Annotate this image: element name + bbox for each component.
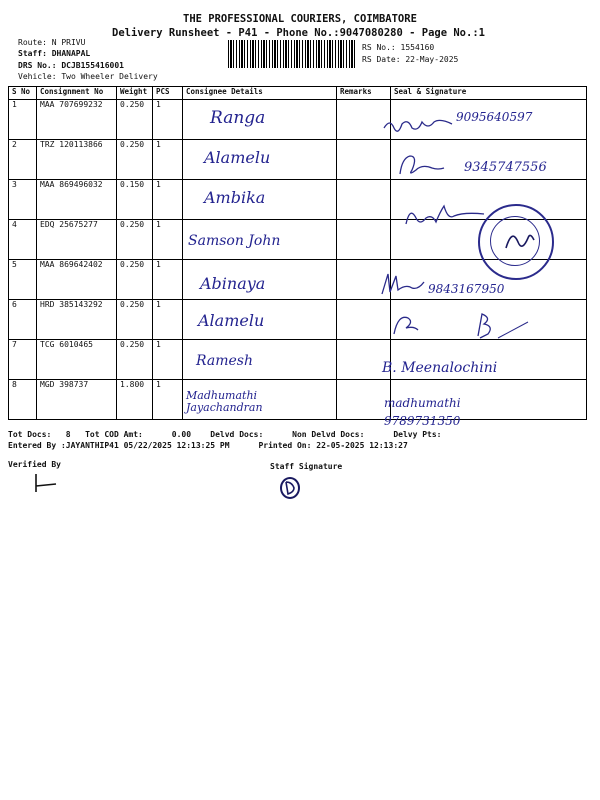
route-label: Route: N PRIVU [18,38,86,47]
col-consignment: Consignment No [37,87,117,100]
cell-sno: 4 [9,220,37,260]
signature-scribble [392,150,448,180]
staff-label: Staff: DHANAPAL [18,49,91,58]
verified-by-signature [30,472,60,494]
cell-pcs: 1 [153,260,183,300]
cell-consignment: MGD 398737 [37,380,117,420]
cell-weight: 0.250 [117,260,153,300]
cell-weight: 0.150 [117,180,153,220]
signature-scribble [500,226,536,256]
table-header-row [9,87,587,100]
handwritten-consignee: Abinaya [200,274,266,293]
cell-consignment: MAA 707699232 [37,100,117,140]
cell-sno: 3 [9,180,37,220]
cell-sno: 8 [9,380,37,420]
handwritten-consignee: Ambika [204,188,266,207]
verified-by-label: Verified By [8,460,61,469]
cell-weight: 0.250 [117,140,153,180]
handwritten-signature-name: madhumathi 9789731350 [384,396,461,428]
handwritten-consignee: Ranga [210,108,266,128]
signature-scribble [380,112,460,136]
signature-scribble [388,308,548,342]
rs-number: RS No.: 1554160 [362,43,435,52]
cell-weight: 0.250 [117,340,153,380]
cell-consignment: TCG 6010465 [37,340,117,380]
col-sno: S No [9,87,37,100]
drs-number: DRS No.: DCJB155416001 [18,61,124,70]
vehicle-label: Vehicle: Two Wheeler Delivery [18,72,158,81]
signature-scribble [378,270,428,300]
handwritten-phone: 9843167950 [428,282,505,296]
cell-weight: 0.250 [117,100,153,140]
handwritten-phone: 9345747556 [464,160,547,175]
cell-remarks [337,220,391,260]
company-title: THE PROFESSIONAL COURIERS, COIMBATORE [183,13,417,25]
cell-sno: 7 [9,340,37,380]
cell-remarks [337,180,391,220]
handwritten-consignee: Samson John [188,233,281,249]
cell-pcs: 1 [153,380,183,420]
barcode [228,40,356,68]
cell-consignment: MAA 869642402 [37,260,117,300]
handwritten-consignee: Ramesh [196,353,253,369]
totals-line: Tot Docs: 8 Tot COD Amt: 0.00 Delvd Docs: Non Delvd Docs: Delvy Pts: [8,430,442,439]
cell-remarks [337,300,391,340]
cell-pcs: 1 [153,220,183,260]
rs-date: RS Date: 22-May-2025 [362,55,459,64]
table-row [9,340,587,380]
cell-sno: 1 [9,100,37,140]
cell-consignment: MAA 869496032 [37,180,117,220]
col-remarks: Remarks [337,87,391,100]
handwritten-consignee: Alamelu [204,148,271,167]
runsheet-subtitle: Delivery Runsheet - P41 - Phone No.:9047080280 - Page No.:1 [112,27,485,39]
staff-signature-label: Staff Signature [270,462,343,471]
col-pcs: PCS [153,87,183,100]
handwritten-signature-name: B. Meenalochini [382,360,498,376]
handwritten-consignee: Madhumathi Jayachandran [186,389,263,414]
entered-by-line: Entered By :JAYANTHIP41 05/22/2025 12:13:25 PM Printed On: 22-05-2025 12:13:27 [8,441,408,450]
cell-remarks [337,140,391,180]
cell-remarks [337,380,391,420]
cell-pcs: 1 [153,140,183,180]
cell-sno: 2 [9,140,37,180]
col-seal: Seal & Signature [391,87,587,100]
staff-signature [278,476,302,500]
handwritten-phone: 9095640597 [456,110,533,124]
cell-pcs: 1 [153,100,183,140]
col-consignee: Consignee Details [183,87,337,100]
cell-pcs: 1 [153,340,183,380]
col-weight: Weight [117,87,153,100]
cell-consignment: HRD 385143292 [37,300,117,340]
handwritten-consignee: Alamelu [198,311,265,330]
cell-sno: 6 [9,300,37,340]
cell-consignment: TRZ 120113866 [37,140,117,180]
cell-consignment: EDQ 25675277 [37,220,117,260]
cell-pcs: 1 [153,300,183,340]
cell-weight: 0.250 [117,220,153,260]
cell-weight: 1.800 [117,380,153,420]
cell-sno: 5 [9,260,37,300]
cell-weight: 0.250 [117,300,153,340]
cell-pcs: 1 [153,180,183,220]
